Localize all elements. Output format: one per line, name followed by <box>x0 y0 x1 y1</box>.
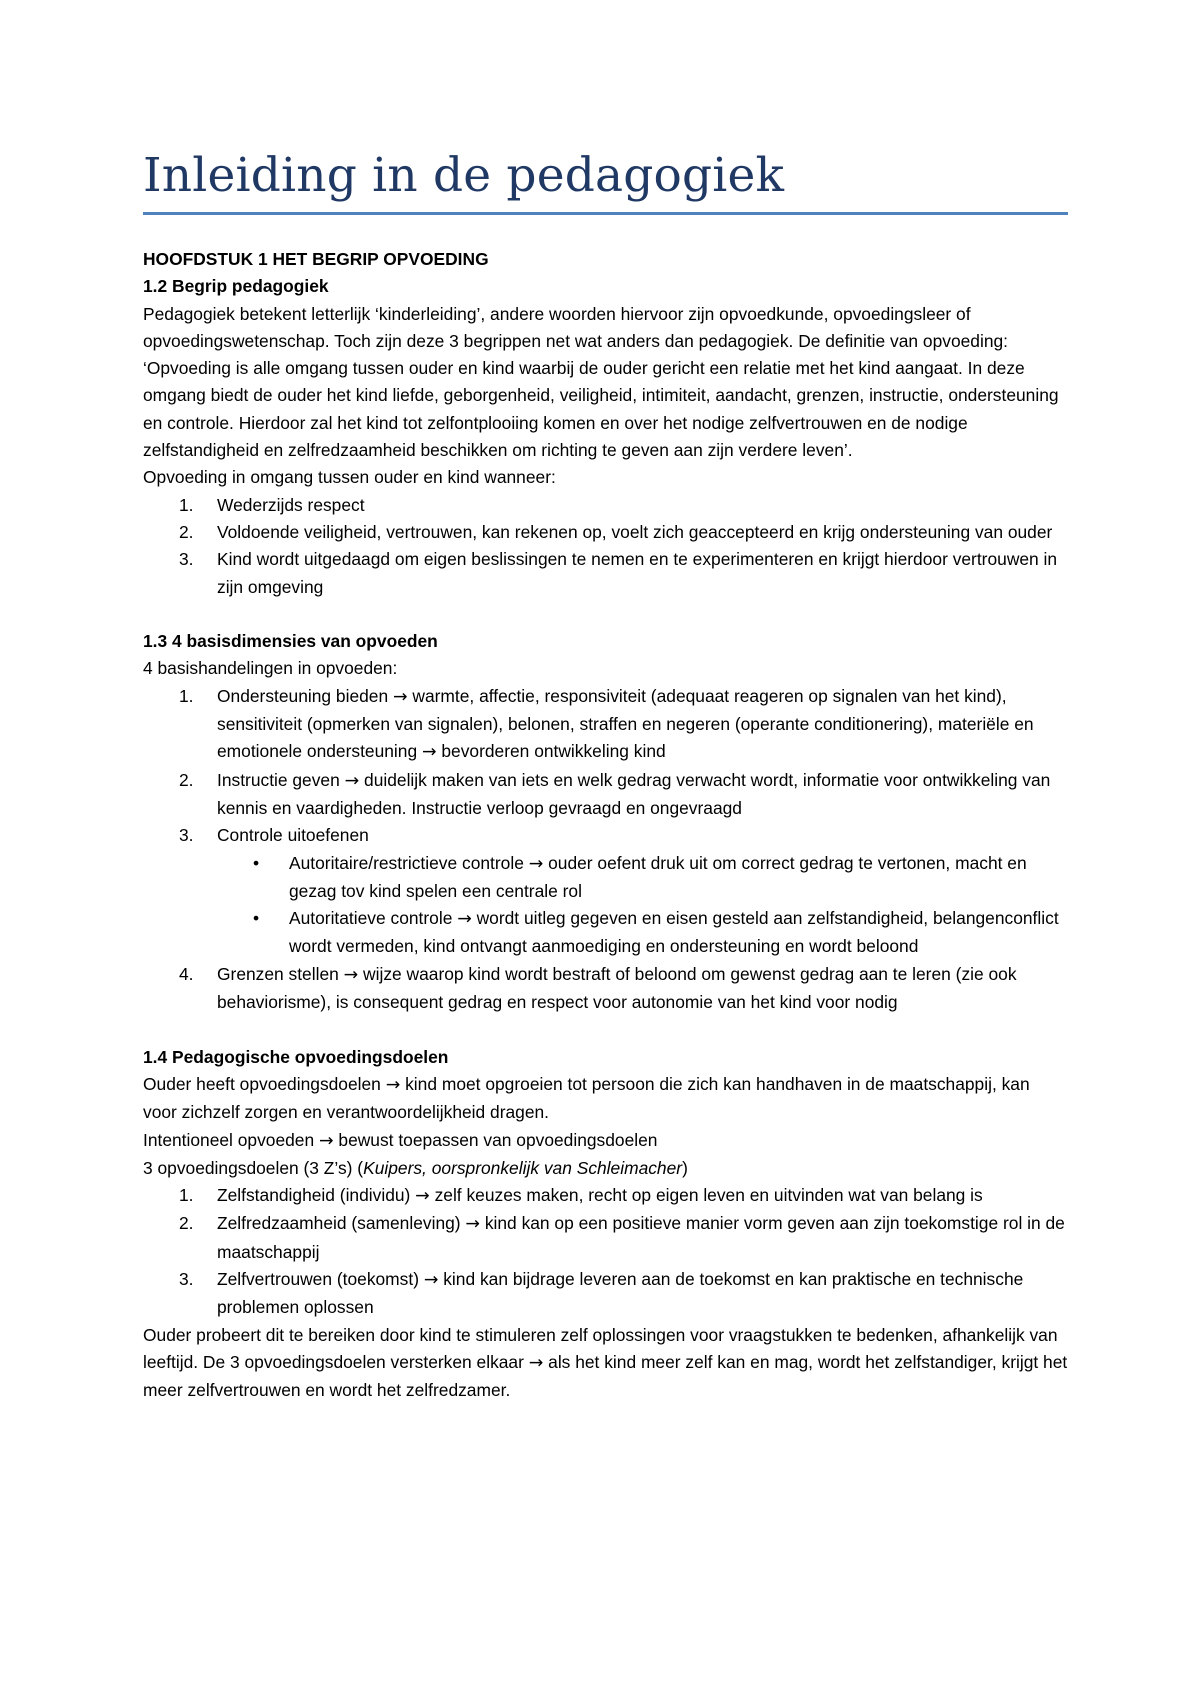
list-item: 3. Controle uitoefenen • Autoritaire/restrictieve controle → ouder oefent druk uit om correct gedrag te vertonen, macht en gezag tov kind spelen een centrale rol • Autoritatieve controle → wordt uitleg gegeven en eisen gesteld aan zelfstandigheid, belangenconflict wordt vermeden, kind ontvangt aanmoediging en ondersteuning en wordt beloond <box>143 822 1068 960</box>
section-1-3-intro: 4 basishandelingen in opvoeden: <box>143 658 398 679</box>
arrow-right-icon: → <box>343 964 359 985</box>
section-1-4-paragraph-3: 3 opvoedingsdoelen (3 Z’s) (Kuipers, oorspronkelijk van Schleimacher) <box>143 1157 688 1178</box>
bullet-item: • Autoritaire/restrictieve controle → ouder oefent druk uit om correct gedrag te vertonen, macht en gezag tov kind spelen een centrale rol <box>143 850 1068 906</box>
section-1-4-paragraph-2: Intentioneel opvoeden → bewust toepassen van opvoedingsdoelen <box>143 1129 658 1151</box>
list-item: 2. Voldoende veiligheid, vertrouwen, kan rekenen op, voelt zich geaccepteerd en krijg ondersteuning van ouder <box>179 521 1053 542</box>
list-item: 3. Kind wordt uitgedaagd om eigen beslissingen te nemen en te experimenteren en krijgt hierdoor vertrouwen in zijn omgeving <box>179 549 1058 597</box>
section-1-4-list <box>143 1182 1068 1321</box>
bullet-item: • Autoritatieve controle → wordt uitleg gegeven en eisen gesteld aan zelfstandigheid, belangenconflict wordt vermeden, kind ontvangt aanmoediging en ondersteuning en wordt beloond <box>143 905 1068 961</box>
arrow-right-icon: → <box>392 686 408 707</box>
bullet-list <box>217 850 1068 961</box>
section-1-2-paragraph: Pedagogiek betekent letterlijk ‘kinderleiding’, andere woorden hiervoor zijn opvoedkunde, opvoedingsleer of opvoedingswetenschap. Toch zijn deze 3 begrippen net wat anders dan pedagogiek. De definitie van opvoeding: ‘Opvoeding is alle omgang tussen ouder en kind waarbij de ouder gericht een relatie met het kind aangaat. In deze omgang biedt de ouder het kind liefde, geborgenheid, veiligheid, intimiteit, aandacht, grenzen, instructie, ondersteuning en controle. Hierdoor zal het kind tot zelfontplooiing komen en over het nodige zelfvertrouwen en de nodige zelfstandigheid en zelfredzaamheid beschikken om richting te geven aan zijn verdere leven’. <box>143 303 1059 461</box>
section-1-4-paragraph-4: Ouder probeert dit te bereiken door kind te stimuleren zelf oplossingen voor vraagstukken te bedenken, afhankelijk van leeftijd. De 3 opvoedingsdoelen versterken elkaar → als het kind meer zelf kan en mag, wordt het zelfstandiger, krijgt het meer zelfvertrouwen en wordt het zelfredzamer. <box>143 1324 1068 1401</box>
arrow-right-icon: → <box>528 853 544 874</box>
bullet-icon: • <box>253 852 260 873</box>
arrow-right-icon: → <box>421 742 437 763</box>
arrow-right-icon: → <box>344 770 360 791</box>
arrow-right-icon: → <box>415 1186 430 1207</box>
list-item: 4. Grenzen stellen → wijze waarop kind wordt bestraft of beloond om gewenst gedrag aan te leren (zie ook behaviorisme), is consequent gedrag en respect voor autonomie van het kind voor nodig <box>179 963 1017 1013</box>
list-item: 2. Zelfredzaamheid (samenleving) → kind kan op een positieve manier vorm geven aan zijn toekomstige rol in de maatschappij <box>179 1213 1065 1262</box>
list-item: 1. Zelfstandigheid (individu) → zelf keuzes maken, recht op eigen leven en uitvinden wat van belang is <box>179 1185 983 1207</box>
arrow-right-icon: → <box>465 1214 480 1235</box>
section-heading-1-4: 1.4 Pedagogische opvoedingsdoelen <box>143 1046 449 1067</box>
arrow-right-icon: → <box>423 1269 439 1290</box>
list-item: 1. Wederzijds respect <box>179 494 365 515</box>
section-heading-1-3: 1.3 4 basisdimensies van opvoeden <box>143 631 438 652</box>
list-item: 1. Ondersteuning bieden → warmte, affectie, responsiviteit (adequaat reageren op signalen van het kind), sensitiviteit (opmerken van signalen), belonen, straffen en negeren (operante conditionering), materiële en emotionele ondersteuning → bevorderen ontwikkeling kind <box>179 685 1034 763</box>
arrow-right-icon: → <box>457 909 472 930</box>
arrow-right-icon: → <box>385 1074 401 1095</box>
document-title: Inleiding in de pedagogiek <box>143 148 785 203</box>
section-heading-1-2: 1.2 Begrip pedagogiek <box>143 276 329 297</box>
title-underline <box>143 212 1068 215</box>
arrow-right-icon: → <box>319 1130 334 1151</box>
section-1-4-paragraph-1: Ouder heeft opvoedingsdoelen → kind moet opgroeien tot persoon die zich kan handhaven in de maatschappij, kan voor zichzelf zorgen en verantwoordelijkheid dragen. <box>143 1073 1030 1123</box>
section-1-2-list <box>143 492 1068 601</box>
section-1-3-list <box>143 683 1068 1017</box>
arrow-right-icon: → <box>528 1352 544 1373</box>
document-body <box>143 246 1068 1404</box>
list-item: 2. Instructie geven → duidelijk maken van iets en welk gedrag verwacht wordt, informatie voor ontwikkeling van kennis en vaardigheden. Instructie verloop gevraagd en ongevraagd <box>179 769 1051 818</box>
section-1-2-intro: Opvoeding in omgang tussen ouder en kind wanneer: <box>143 467 556 488</box>
bullet-icon: • <box>253 908 260 929</box>
list-item: 3. Zelfvertrouwen (toekomst) → kind kan bijdrage leveren aan de toekomst en kan praktische en technische problemen oplossen <box>179 1268 1024 1318</box>
chapter-heading: HOOFDSTUK 1 HET BEGRIP OPVOEDING <box>143 249 489 269</box>
